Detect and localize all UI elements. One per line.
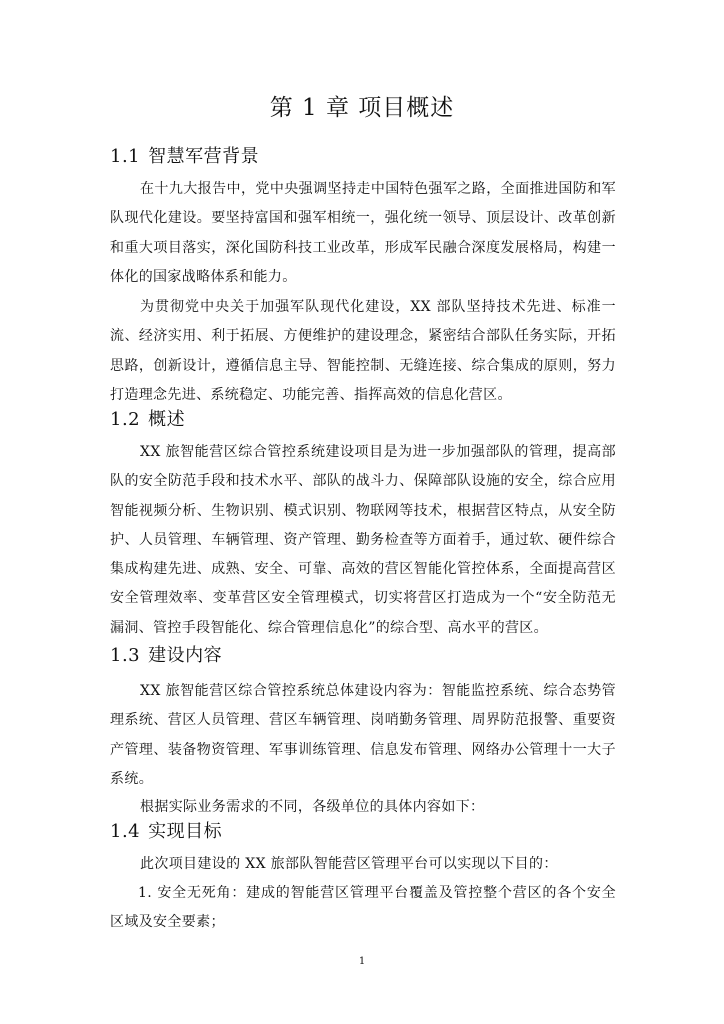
paragraph-1-1-a: 在十九大报告中，党中央强调坚持走中国特色强军之路，全面推进国防和军队现代化建设。要坚持富国和强军相统一，强化统一领导、顶层设计、改革创新和重大项目落实，深化国防科技工业改革，形成军民融合深度发展格局，构建一体化的国家战略体系和能力。 (110, 181, 616, 285)
section-number: 1.3 (110, 645, 141, 666)
page-number: 1 (358, 956, 366, 967)
section-title: 建设内容 (148, 645, 223, 666)
section-title: 概述 (148, 409, 186, 430)
section-number: 1.4 (110, 821, 141, 842)
paragraph-1-1-b: 为贯彻党中央关于加强军队现代化建设，XX 部队坚持技术先进、标准一流、经济实用、利于拓展、方便维护的建设理念，紧密结合部队任务实际，开拓思路，创新设计，遵循信息主导、智能控制、无缝连接、综合集成的原则，努力打造理念先进、系统稳定、功能完善、指挥高效的信息化营区。 (110, 299, 616, 403)
paragraph-1-2-a: XX 旅智能营区综合管控系统建设项目是为进一步加强部队的管理，提高部队的安全防范手段和技术水平、部队的战斗力、保障部队设施的安全，综合应用智能视频分析、生物识别、模式识别、物联网等技术，根据营区特点，从安全防护、人员管理、车辆管理、资产管理、勤务检查等方面着手，通过软、硬件综合集成构建先进、成熟、安全、可靠、高效的营区智能化管控体系，全面提高营区安全管理效率、变革营区安全管理模式，切实将营区打造成为一个“安全防范无漏洞、管控手段智能化、综合管理信息化”的综合型、高水平的营区。 (110, 444, 616, 636)
section-title: 智慧军营背景 (148, 146, 260, 167)
section-heading-1-3 (110, 642, 222, 670)
paragraph-1-3-a: XX 旅智能营区综合管控系统总体建设内容为：智能监控系统、综合态势管理系统、营区人员管理、营区车辆管理、岗哨勤务管理、周界防范报警、重要资产管理、装备物资管理、军事训练管理、信息发布管理、网络办公管理十一大子系统。 (110, 683, 616, 787)
section-heading-1-4 (110, 818, 222, 846)
section-number: 1.2 (110, 409, 141, 430)
paragraph-1-3-b: 根据实际业务需求的不同，各级单位的具体内容如下： (140, 799, 485, 815)
section-heading-1-1 (110, 143, 259, 171)
list-item: 1. 安全无死角：建成的智能营区管理平台覆盖及管控整个营区的各个安全区域及安全要素； (110, 885, 616, 930)
section-title: 实现目标 (148, 821, 223, 842)
section-heading-1-2 (110, 406, 185, 434)
section-number: 1.1 (110, 146, 141, 167)
paragraph-1-4-a: 此次项目建设的 XX 旅部队智能营区管理平台可以实现以下目的： (140, 856, 558, 872)
chapter-title: 第 1 章 项目概述 (269, 95, 455, 121)
